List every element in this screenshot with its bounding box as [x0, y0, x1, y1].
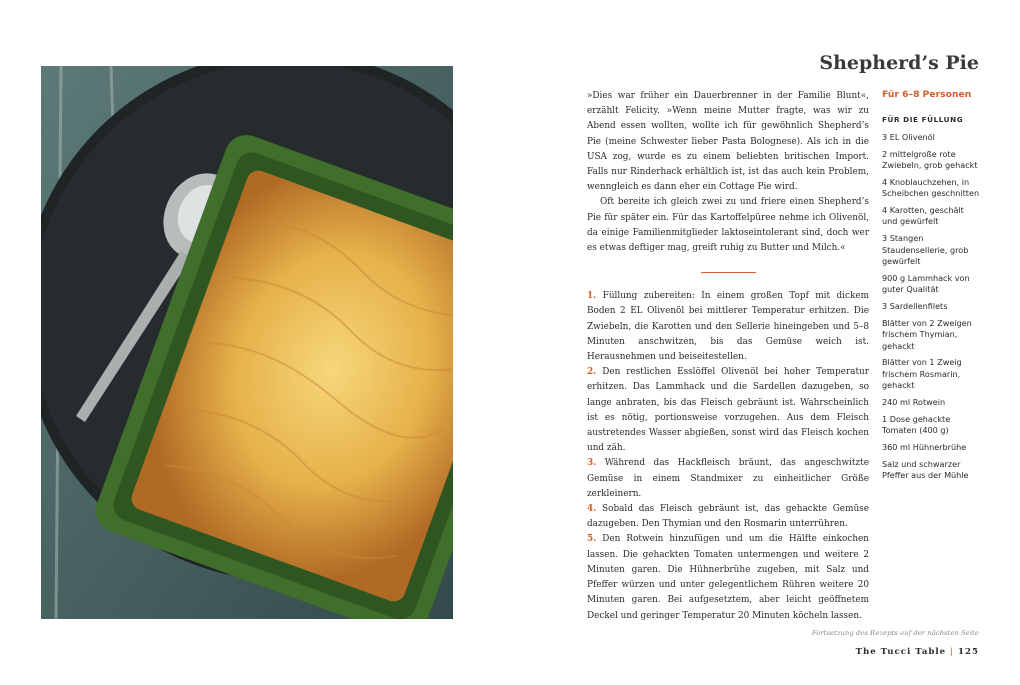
ingredient-item: 360 ml Hühnerbrühe [882, 442, 967, 453]
ingredient-item: 900 g Lammhack von guter Qualität [882, 272, 970, 295]
section-divider [701, 272, 756, 273]
method-step [587, 365, 869, 456]
ingredient-item: Blätter von 2 Zweigen frischem Thymian, gehackt [882, 317, 972, 351]
step-text: Füllung zubereiten: In einem großen Topf mit dickem Boden 2 EL Olivenöl bei mittlerer Temperatur erhitzen. Die Zwiebeln, die Karotten und den Sellerie hineingeben und 5–8 Minuten anschwitzen, bis das Gemüse weich ist. Herausnehmen und beiseitestellen. [587, 291, 869, 363]
continuation-note: Fortsetzung des Rezepts auf der nächsten Seite [811, 629, 979, 637]
ingredient-item: 3 Sardellenfilets [882, 301, 948, 312]
ingredients-column [882, 89, 980, 487]
recipe-title: Shepherd’s Pie [819, 52, 979, 74]
step-text: Den restlichen Esslöffel Olivenöl bei hoher Temperatur erhitzen. Das Lammhack und die Sardellen dazugeben, so lange anbraten, bis das Fleisch gebräunt ist. Wahrscheinlich ist es nötig, portionsweise vorzugehen. Aus dem Fleisch austretendes Wasser abgießen, sonst wird das Fleisch kochen und zäh. [587, 367, 870, 454]
method-step [587, 456, 869, 502]
page-number: 125 [958, 647, 979, 657]
step-text: Während das Hackfleisch bräunt, das angeschwitzte Gemüse in einem Standmixer zu einheitlicher Größe zerkleinern. [587, 458, 869, 499]
ingredient-item: 2 mittelgroße rote Zwiebeln, grob gehackt [882, 148, 978, 171]
book-title: The Tucci Table [855, 647, 947, 657]
method-step [587, 502, 869, 532]
ingredient-section-heading: FÜR DIE FÜLLUNG [882, 115, 964, 125]
step-number: 3. [587, 458, 597, 469]
step-text: Den Rotwein hinzufügen und um die Hälfte einkochen lassen. Die gehackten Tomaten untermengen und weitere 2 Minuten garen. Die Hühnerbrühe zugeben, mit Salz und Pfeffer würzen und unter gelegentlichem Rühren weitere 20 Minuten garen. Bei aufgesetztem, aber leicht geöffnetem Deckel und geringer Temperatur 20 Minuten köcheln lassen. [587, 534, 870, 621]
step-number: 4. [587, 504, 597, 515]
method-step [587, 532, 869, 623]
intro-paragraph: »Dies war früher ein Dauerbrenner in der Familie Blunt«, erzählt Felicity. »Wenn meine Mutter fragte, was wir zu Abend essen wollten, wollte ich für gewöhnlich Shepherd’s Pie (meine Schwester lieber Pasta Bolognese). Als ich in die USA zog, wurde es zu einem beliebten britischen Import. Falls nur Rinderhack erhältlich ist, ist das auch kein Problem, wenngleich es dann eher ein Cottage Pie wird. [587, 91, 869, 193]
recipe-intro [587, 89, 869, 256]
ingredient-item: 1 Dose gehackte Tomaten (400 g) [882, 413, 951, 436]
ingredient-item: 240 ml Rotwein [882, 397, 946, 408]
step-number: 2. [587, 367, 597, 378]
ingredient-item: 3 Stangen Staudensellerie, grob gewürfelt [882, 233, 969, 267]
page-footer [856, 647, 979, 657]
ingredient-item: Salz und schwarzer Pfeffer aus der Mühle [882, 458, 969, 481]
ingredient-item: Blätter von 1 Zweig frischem Rosmarin, gehackt [882, 357, 962, 391]
step-number: 1. [587, 291, 597, 302]
ingredient-item: 4 Knoblauchzehen, in Scheibchen geschnitten [882, 176, 980, 199]
recipe-photo [41, 66, 453, 619]
method-step [587, 289, 869, 365]
ingredient-item: 4 Karotten, geschält und gewürfelt [882, 205, 964, 227]
ingredient-item: 3 EL Olivenöl [882, 131, 935, 142]
footer-separator: | [950, 647, 955, 657]
step-text: Sobald das Fleisch gebräunt ist, das gehackte Gemüse dazugeben. Den Thymian und den Rosmarin unterrühren. [587, 504, 869, 530]
step-number: 5. [587, 534, 597, 545]
servings: Für 6–8 Personen [882, 89, 972, 100]
intro-paragraph: Oft bereite ich gleich zwei zu und friere einen Shepherd’s Pie für später ein. Für das Kartoffelpüree nehme ich Olivenöl, da einige Familienmitglieder laktoseintolerant sind, doch wer es etwas deftiger mag, greift ruhig zu Butter und Milch.« [587, 197, 869, 254]
recipe-text [587, 89, 869, 624]
